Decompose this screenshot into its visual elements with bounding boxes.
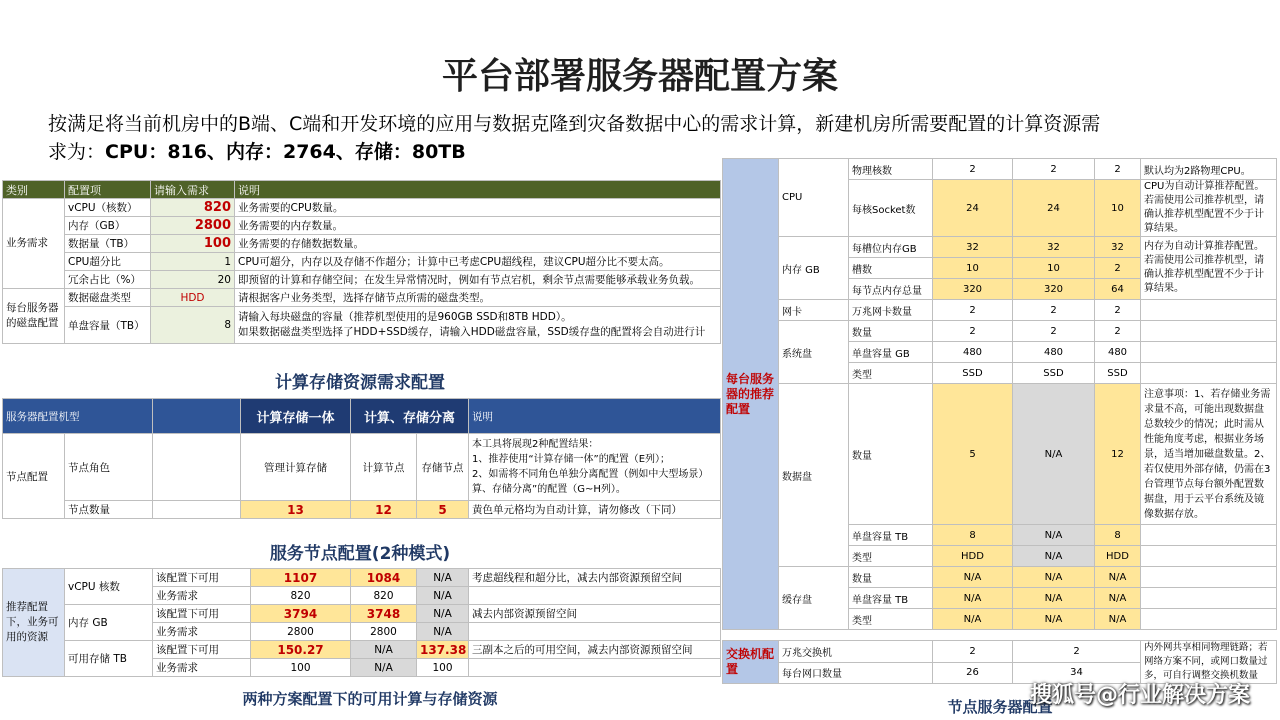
input-diskcap[interactable]: 8 [151, 307, 235, 344]
r-slots: 槽数 [849, 258, 933, 279]
v-syscap-0: 480 [933, 342, 1013, 363]
count-compute: 12 [351, 501, 417, 519]
res-sub2-mem: 业务需求 [153, 623, 251, 641]
res-storage-b2: N/A [351, 659, 417, 677]
res-mem-desc: 减去内部资源预留空间 [469, 605, 721, 623]
res-storage-desc2 [469, 659, 721, 677]
node-table [2, 398, 721, 519]
v-phys-1: 2 [1013, 159, 1095, 180]
caption-server: 节点服务器配置 [947, 698, 1053, 716]
caption-demand: 计算存储资源需求配置 [275, 373, 445, 393]
v-sock-1: 24 [1013, 180, 1095, 237]
v-systype-1: SSD [1013, 363, 1095, 384]
th-split: 计算、存储分离 [351, 399, 469, 434]
desc-diskcap [235, 307, 721, 344]
th-input: 请输入需求 [151, 181, 235, 199]
node-desc-1: 本工具将展现2种配置结果： [472, 439, 599, 450]
r-phys: 物理核数 [849, 159, 933, 180]
res-sub2-storage: 业务需求 [153, 659, 251, 677]
v-cachecap-0: N/A [933, 588, 1013, 609]
res-mem-c: N/A [417, 605, 469, 623]
watermark: 搜狐号@行业解决方案 [1029, 683, 1250, 708]
d-data: 注意事项：1、若存储业务需求量不高，可能出现数据盘总数较少的情况；此时需从性能角度考虑，根据业务场景，适当增加磁盘数量。2、若仅使用外部存储，仍需在3台管理节点每台额外配置数据盘，用于云平台系统及镜像数据存放。 [1141, 384, 1277, 525]
res-item-cpu: vCPU 核数 [65, 569, 153, 605]
v-cachecnt-0: N/A [933, 567, 1013, 588]
th-category: 类别 [3, 181, 65, 199]
v-ports-0: 26 [933, 662, 1013, 684]
th-blank [153, 399, 241, 434]
desc-disktype: 请根据客户业务类型，选择存储节点所需的磁盘类型。 [235, 289, 721, 307]
v-cachecap-2: N/A [1095, 588, 1141, 609]
res-cpu-c2: N/A [417, 587, 469, 605]
r-systype: 类型 [849, 363, 933, 384]
th-desc2: 说明 [469, 399, 721, 434]
v-slot-0: 32 [933, 237, 1013, 258]
item-vcpu: vCPU（核数） [65, 199, 151, 217]
d-mem: 内存为自动计算推荐配置。若需使用公司推荐机型，请确认推荐机型配置不少于计算结果。 [1141, 237, 1277, 300]
res-item-storage: 可用存储 TB [65, 641, 153, 677]
server-config-table [722, 158, 1277, 630]
v-datacnt-0: 5 [933, 384, 1013, 525]
group-available: 推荐配置下，业务可用的资源 [3, 569, 65, 677]
item-redundancy: 冗余占比（%） [65, 271, 151, 289]
res-sub-mem: 该配置下可用 [153, 605, 251, 623]
res-storage-a: 150.27 [251, 641, 351, 659]
cpu-label: CPU [779, 159, 849, 237]
datadisk-label: 数据盘 [779, 384, 849, 567]
v-total-0: 320 [933, 279, 1013, 300]
node-desc-3: 2、如需将不同角色单独分离配置（例如中大型场景） [472, 469, 709, 480]
res-cpu-b2: 820 [351, 587, 417, 605]
v-phys-0: 2 [933, 159, 1013, 180]
res-item-mem: 内存 GB [65, 605, 153, 641]
item-data: 数据量（TB） [65, 235, 151, 253]
v-syscnt-1: 2 [1013, 321, 1095, 342]
intro-text: 按满足将当前机房中的B端、C端和开发环境的应用与数据克隆到灾备数据中心的需求计算，新建机房所需要配置的计算资源需 [48, 113, 1101, 135]
item-disktype: 数据磁盘类型 [65, 289, 151, 307]
th-item: 配置项 [65, 181, 151, 199]
v-cachecnt-2: N/A [1095, 567, 1141, 588]
input-vcpu[interactable]: 820 [151, 199, 235, 217]
v-syscnt-0: 2 [933, 321, 1013, 342]
desc-data: 业务需要的存储数据数量。 [235, 235, 721, 253]
r-datatype: 类型 [849, 546, 933, 567]
res-cpu-a2: 820 [251, 587, 351, 605]
desc-diskcap-2: 如果数据磁盘类型选择了HDD+SSD缓存，请输入HDD磁盘容量，SSD缓存盘的配置将会自动进行计 [238, 326, 706, 338]
v-slots-2: 2 [1095, 258, 1141, 279]
res-mem-b2: 2800 [351, 623, 417, 641]
caption-node: 服务节点配置(2种模式) [269, 544, 451, 564]
th-fused: 计算存储一体 [241, 399, 351, 434]
d-cachecnt [1141, 567, 1277, 588]
res-storage-c: 137.38 [417, 641, 469, 659]
v-total-2: 64 [1095, 279, 1141, 300]
v-nic-0: 2 [933, 300, 1013, 321]
r-cachecnt: 数量 [849, 567, 933, 588]
intro-bold: CPU：816、内存：2764、存储：80TB [105, 141, 466, 163]
role-blank [153, 434, 241, 501]
count-label: 节点数量 [65, 501, 153, 519]
input-data[interactable]: 100 [151, 235, 235, 253]
v-ports-1: 34 [1013, 662, 1141, 684]
group-business: 业务需求 [3, 199, 65, 289]
cache-label: 缓存盘 [779, 567, 849, 630]
role-label: 节点角色 [65, 434, 153, 501]
desc-diskcap-1: 请输入每块磁盘的容量（推荐机型使用的是960GB SSD和8TB HDD）。 [238, 311, 572, 323]
r-datacnt: 数量 [849, 384, 933, 525]
r-nic: 万兆网卡数量 [849, 300, 933, 321]
node-desc [469, 434, 721, 501]
r-total: 每节点内存总量 [849, 279, 933, 300]
res-storage-b: N/A [351, 641, 417, 659]
v-switch-1: 2 [1013, 641, 1141, 663]
d-systype [1141, 363, 1277, 384]
group-disk: 每台服务器的磁盘配置 [3, 289, 65, 344]
v-syscnt-2: 2 [1095, 321, 1141, 342]
v-switch-0: 2 [933, 641, 1013, 663]
v-datacap-1: N/A [1013, 525, 1095, 546]
resource-table [2, 568, 721, 677]
demand-table [2, 180, 721, 344]
d-cachetype [1141, 609, 1277, 630]
d-datatype [1141, 546, 1277, 567]
th-model: 服务器配置机型 [3, 399, 153, 434]
d-datacap [1141, 525, 1277, 546]
v-datatype-0: HDD [933, 546, 1013, 567]
item-overcommit: CPU超分比 [65, 253, 151, 271]
res-mem-a2: 2800 [251, 623, 351, 641]
v-systype-0: SSD [933, 363, 1013, 384]
desc-vcpu: 业务需要的CPU数量。 [235, 199, 721, 217]
intro-text-2: 求为： [48, 141, 106, 163]
input-disktype[interactable]: HDD [151, 289, 235, 307]
node-desc-4: 算、存储分离”的配置（G~H列）。 [472, 484, 626, 495]
v-sock-2: 10 [1095, 180, 1141, 237]
res-mem-c2: N/A [417, 623, 469, 641]
page-title: 平台部署服务器配置方案 [441, 56, 838, 97]
d-phys: 默认均为2路物理CPU。 [1141, 159, 1277, 180]
side-switch: 交换机配置 [723, 641, 779, 684]
v-phys-2: 2 [1095, 159, 1141, 180]
desc-redundancy: 即预留的计算和存储空间；在发生异常情况时，例如有节点宕机，剩余节点需要能够承载业务负载。 [235, 271, 721, 289]
v-total-1: 320 [1013, 279, 1095, 300]
res-sub2-cpu: 业务需求 [153, 587, 251, 605]
v-systype-2: SSD [1095, 363, 1141, 384]
v-cachetype-0: N/A [933, 609, 1013, 630]
v-syscap-2: 480 [1095, 342, 1141, 363]
res-storage-desc: 三副本之后的可用空间，减去内部资源预留空间 [469, 641, 721, 659]
v-datacap-2: 8 [1095, 525, 1141, 546]
input-overcommit[interactable]: 1 [151, 253, 235, 271]
r-cachecap: 单盘容量 TB [849, 588, 933, 609]
v-nic-2: 2 [1095, 300, 1141, 321]
count-blank [153, 501, 241, 519]
d-nic [1141, 300, 1277, 321]
v-cachecnt-1: N/A [1013, 567, 1095, 588]
res-cpu-desc2 [469, 587, 721, 605]
nic-label: 网卡 [779, 300, 849, 321]
role-compute: 计算节点 [351, 434, 417, 501]
count-storage: 5 [417, 501, 469, 519]
res-cpu-c: N/A [417, 569, 469, 587]
count-desc: 黄色单元格均为自动计算，请勿修改（下同） [469, 501, 721, 519]
count-fused: 13 [241, 501, 351, 519]
d-switch: 内外网共享相同物理链路；若网络方案不同，或网口数量过多，可自行调整交换机数量 [1141, 641, 1277, 684]
desc-overcommit: CPU可超分，内存以及存储不作超分；计算中已考虑CPU超线程，建议CPU超分比不要太高。 [235, 253, 721, 271]
v-datacnt-1: N/A [1013, 384, 1095, 525]
r-syscnt: 数量 [849, 321, 933, 342]
node-desc-2: 1、推荐使用“计算存储一体”的配置（E列）； [472, 454, 671, 465]
res-mem-a: 3794 [251, 605, 351, 623]
r-slot: 每槽位内存GB [849, 237, 933, 258]
v-slots-0: 10 [933, 258, 1013, 279]
r-datacap: 单盘容量 TB [849, 525, 933, 546]
v-cachecap-1: N/A [1013, 588, 1095, 609]
res-sub-cpu: 该配置下可用 [153, 569, 251, 587]
r-sock: 每核Socket数 [849, 180, 933, 237]
res-cpu-desc: 考虑超线程和超分比，减去内部资源预留空间 [469, 569, 721, 587]
d-syscnt [1141, 321, 1277, 342]
d-syscap [1141, 342, 1277, 363]
res-storage-a2: 100 [251, 659, 351, 677]
desc-mem: 业务需要的内存数量。 [235, 217, 721, 235]
switch-label: 万兆交换机 [779, 641, 933, 663]
v-nic-1: 2 [1013, 300, 1095, 321]
ports-label: 每台网口数量 [779, 662, 933, 684]
r-syscap: 单盘容量 GB [849, 342, 933, 363]
v-datacnt-2: 12 [1095, 384, 1141, 525]
v-datacap-0: 8 [933, 525, 1013, 546]
res-mem-desc2 [469, 623, 721, 641]
res-cpu-b: 1084 [351, 569, 417, 587]
res-cpu-a: 1107 [251, 569, 351, 587]
v-slot-1: 32 [1013, 237, 1095, 258]
role-storage: 存储节点 [417, 434, 469, 501]
input-mem[interactable]: 2800 [151, 217, 235, 235]
d-cachecap [1141, 588, 1277, 609]
v-syscap-1: 480 [1013, 342, 1095, 363]
mem-label: 内存 GB [779, 237, 849, 300]
v-slot-2: 32 [1095, 237, 1141, 258]
role-fused: 管理计算存储 [241, 434, 351, 501]
res-mem-b: 3748 [351, 605, 417, 623]
input-redundancy[interactable]: 20 [151, 271, 235, 289]
v-datatype-1: N/A [1013, 546, 1095, 567]
item-mem: 内存（GB） [65, 217, 151, 235]
v-datatype-2: HDD [1095, 546, 1141, 567]
res-storage-c2: 100 [417, 659, 469, 677]
v-cachetype-1: N/A [1013, 609, 1095, 630]
caption-resource: 两种方案配置下的可用计算与存储资源 [242, 690, 498, 708]
group-node: 节点配置 [3, 434, 65, 519]
v-slots-1: 10 [1013, 258, 1095, 279]
item-diskcap: 单盘容量（TB） [65, 307, 151, 344]
v-sock-0: 24 [933, 180, 1013, 237]
v-cachetype-2: N/A [1095, 609, 1141, 630]
sysdisk-label: 系统盘 [779, 321, 849, 384]
d-cpu: CPU为自动计算推荐配置。若需使用公司推荐机型，请确认推荐机型配置不少于计算结果。 [1141, 180, 1277, 237]
r-cachetype: 类型 [849, 609, 933, 630]
th-desc: 说明 [235, 181, 721, 199]
res-sub-storage: 该配置下可用 [153, 641, 251, 659]
side-server: 每台服务器的推荐配置 [723, 159, 779, 630]
